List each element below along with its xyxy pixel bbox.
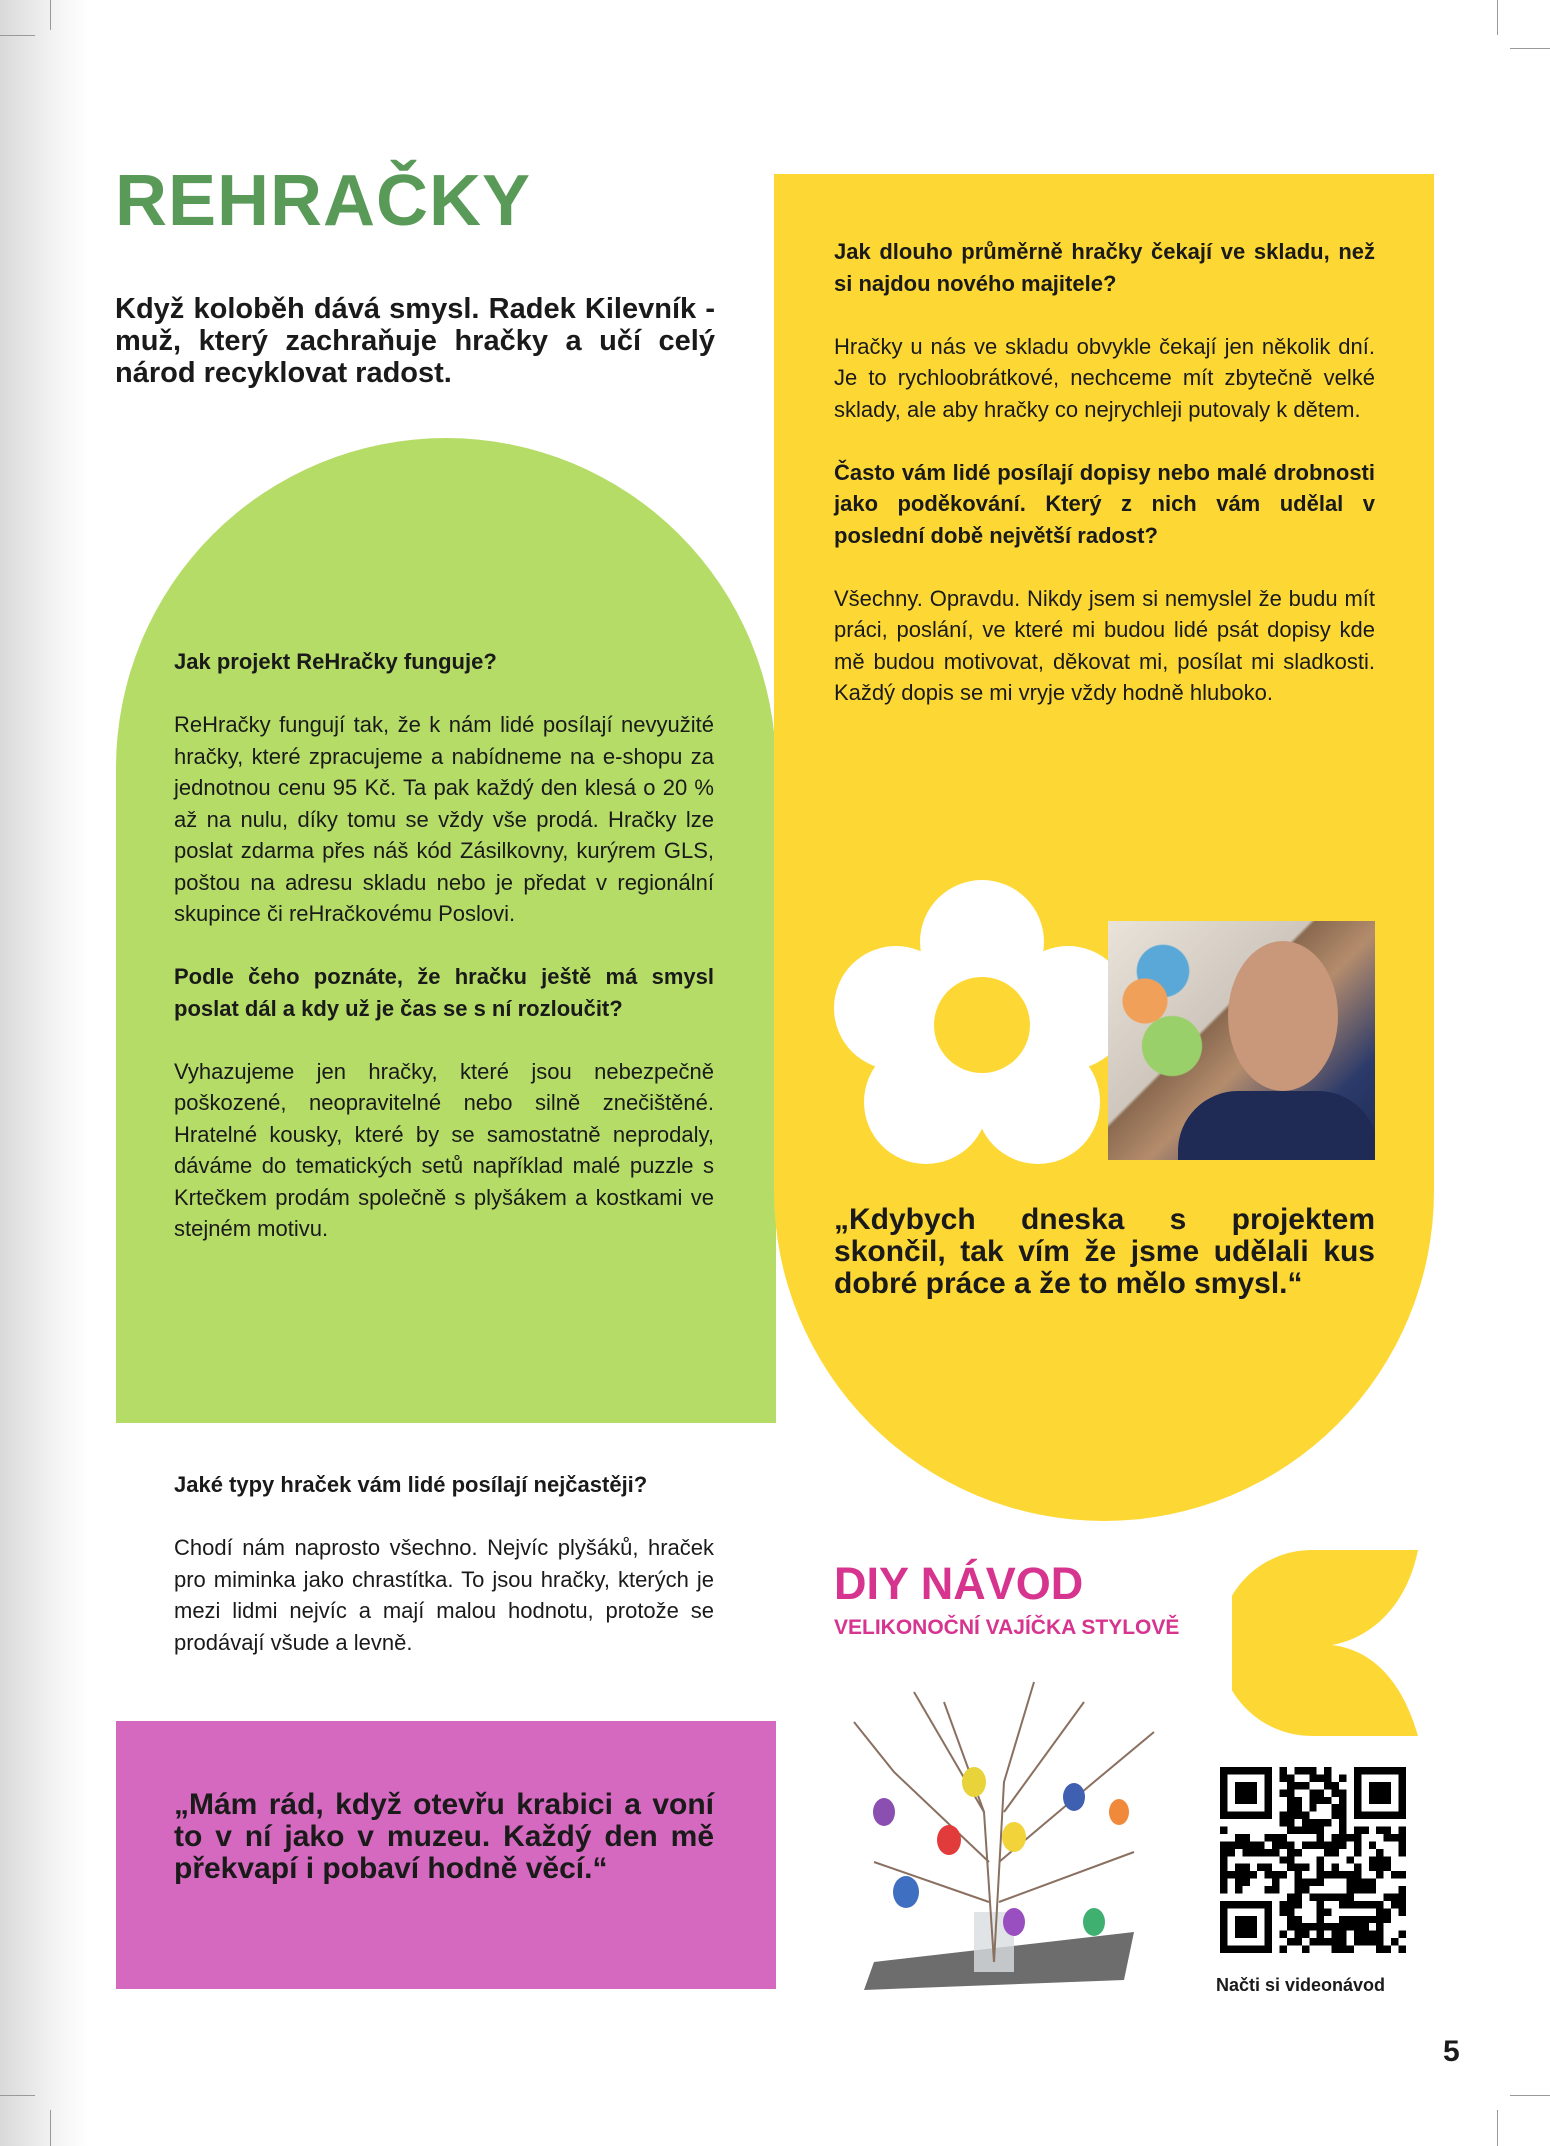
answer: Chodí nám naprosto všechno. Nejvíc plyšáků, hraček pro miminka jako chrastítka. To jsou hračky, kterých je mezi lidmi nejvíc a mají malou hodnotu, protože se prodávají všude a levně.	[174, 1535, 714, 1655]
question: Podle čeho poznáte, že hračku ještě má smysl poslat dál a kdy už je čas se s ní rozloučit?	[174, 964, 714, 1021]
crop-mark	[0, 35, 35, 36]
question: Jak projekt ReHračky funguje?	[174, 649, 497, 674]
page-edge-shadow	[0, 0, 90, 2146]
pull-quote: „Mám rád, když otevřu krabici a voní to v ní jako v muzeu. Každý den mě překvapí i pobaví hodně věcí.“	[174, 1788, 714, 1885]
green-arch-panel	[116, 438, 776, 1423]
easter-tree-photo	[834, 1662, 1170, 1990]
article-lead: Když koloběh dává smysl. Radek Kilevník - muž, který zachraňuje hračky a učí celý národ recyklovat radost.	[115, 293, 715, 389]
crop-mark	[1510, 2095, 1550, 2096]
crop-mark	[0, 2095, 35, 2096]
diy-title: DIY NÁVOD	[834, 1558, 1084, 1609]
question: Jaké typy hraček vám lidé posílají nejčastěji?	[174, 1472, 648, 1497]
answer: ReHračky fungují tak, že k nám lidé posílají nevyužité hračky, které zpracujeme a nabídneme na e-shopu za jednotnou cenu 95 Kč. Ta pak každý den klesá o 20 % až na nulu, díky tomu se vždy vše prodá. Hračky lze poslat zdarma přes náš kód Zásilkovny, kurýrem GLS, poštou na adresu skladu nebo je předat v regionální skupince či reHračkovému Poslovi.	[174, 712, 714, 926]
toys-background	[1118, 941, 1208, 1091]
crop-mark	[1497, 0, 1498, 35]
qr-code[interactable]	[1220, 1767, 1406, 1953]
portrait-photo	[1108, 921, 1375, 1160]
question: Často vám lidé posílají dopisy nebo malé drobnosti jako poděkování. Který z nich vám udělal v poslední době největší radost?	[834, 459, 1375, 548]
qr-caption: Načti si videonávod	[1216, 1975, 1386, 1995]
crop-mark	[1497, 2110, 1498, 2146]
article-title: REHRAČKY	[115, 161, 532, 241]
yellow-petal-shape	[1232, 1550, 1418, 1736]
green-interview-column	[174, 646, 714, 1276]
crop-mark	[1510, 48, 1550, 49]
question: Jak dlouho průměrně hračky čekají ve skladu, než si najdou nového majitele?	[834, 239, 1375, 296]
crop-mark	[50, 0, 51, 30]
bottom-interview	[174, 1469, 714, 1658]
flower-icon	[834, 880, 1130, 1164]
page-number: 5	[1443, 2035, 1460, 2068]
portrait-shirt	[1178, 1091, 1375, 1160]
diy-subtitle: VELIKONOČNÍ VAJÍČKA STYLOVĚ	[834, 1616, 1180, 1639]
crop-mark	[50, 2110, 51, 2146]
pull-quote: „Kdybych dneska s projektem skončil, tak vím že jsme udělali kus dobré práce a že to mělo smysl.“	[834, 1203, 1375, 1300]
yellow-panel	[774, 174, 1434, 1521]
answer: Vyhazujeme jen hračky, které jsou nebezpečně poškozené, neopravitelné nebo silně znečištěné. Hratelné kousky, které by se samostatně neprodaly, dáváme do tematických setů například malé puzzle s Krtečkem prodám společně s plyšákem a kostkami ve stejném motivu.	[174, 1058, 714, 1241]
yellow-interview-column	[834, 236, 1375, 740]
answer: Hračky u nás ve skladu obvykle čekají jen několik dní. Je to rychloobrátkové, nechceme mít zbytečně velké sklady, ale aby hračky co nejrychleji putovaly k dětem.	[834, 333, 1375, 422]
answer: Všechny. Opravdu. Nikdy jsem si nemyslel že budu mít práci, poslání, ve které mi budou lidé psát dopisy kde mě budou motivovat, děkovat mi, posílat mi sladkosti. Každý dopis se mi vryje vždy hodně hluboko.	[834, 585, 1375, 705]
pink-quote-box	[116, 1721, 776, 1989]
portrait-face	[1228, 941, 1338, 1091]
